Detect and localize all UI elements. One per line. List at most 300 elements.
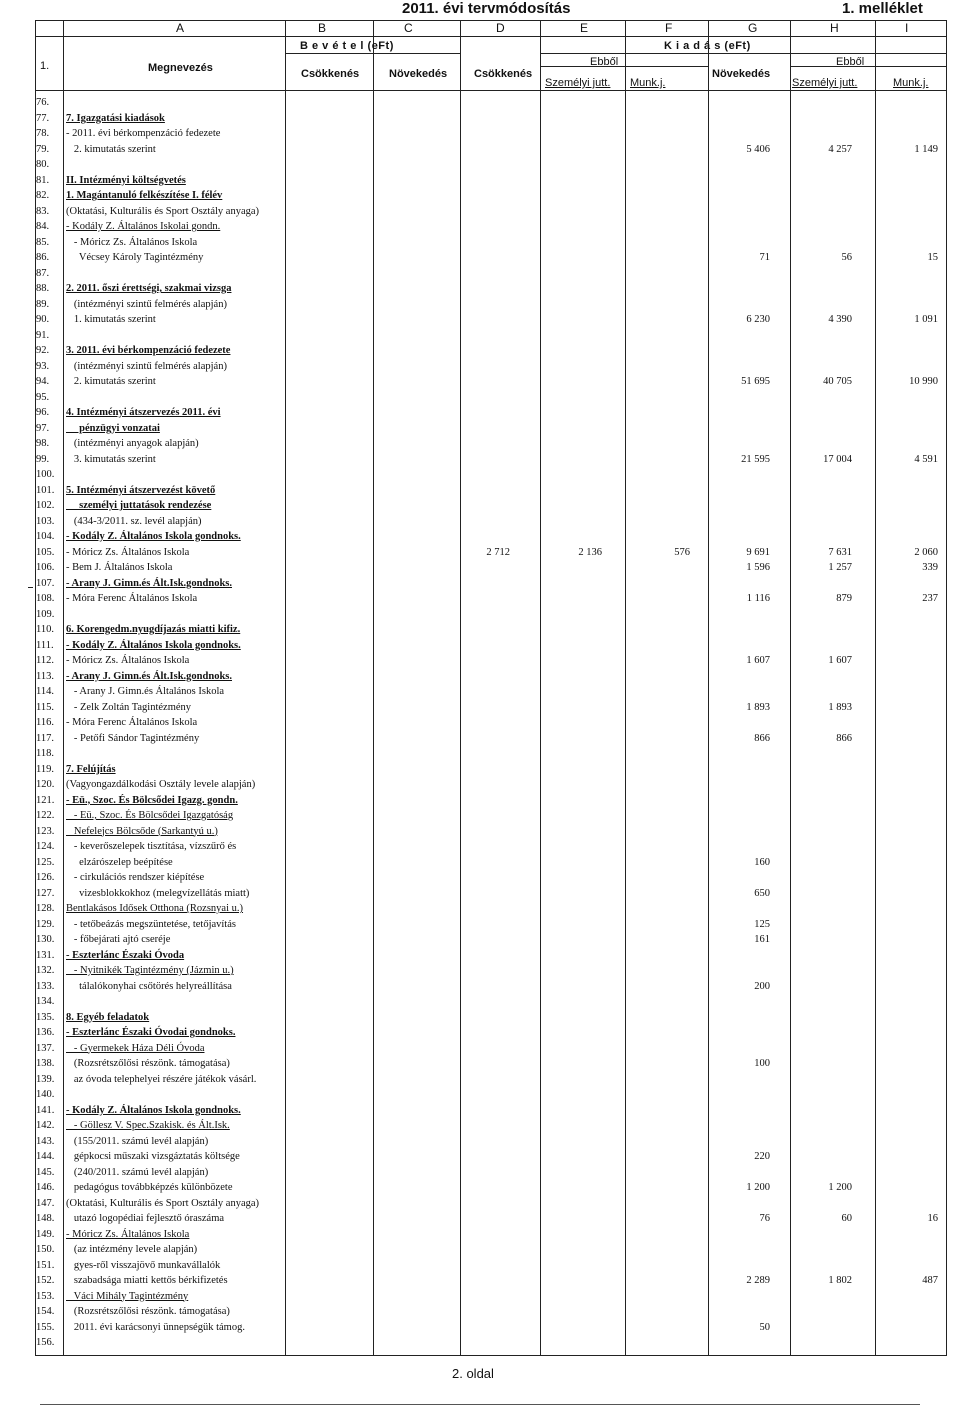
row-number: 91. (36, 329, 50, 341)
cell-g: 21 595 (741, 453, 770, 465)
header-of-which-2: Ebből (836, 56, 865, 68)
row-description: Bentlakásos Idősek Otthona (Rozsnyai u.) (66, 903, 244, 914)
cell-g: 1 893 (746, 701, 770, 713)
row-number: 156. (36, 1337, 55, 1348)
cell-h: 1 802 (828, 1275, 852, 1286)
row-number: 144. (36, 1151, 55, 1162)
row-description: (434-3/2011. sz. levél alapján) (66, 515, 202, 527)
row-number: 107. (36, 577, 55, 589)
row-number: 129. (36, 918, 55, 930)
row-description: Vécsey Károly Tagintézmény (66, 252, 204, 263)
row-number: 117. (36, 732, 54, 744)
row-number: 92. (36, 345, 50, 356)
row-number: 120. (36, 779, 55, 790)
row-number: 94. (36, 376, 50, 387)
row-description: 2. kimutatás szerint (66, 376, 156, 387)
table-row (0, 547, 960, 563)
header-name: Megnevezés (148, 62, 213, 74)
row-number: 154. (36, 1306, 55, 1317)
table-row (0, 965, 960, 981)
table-row (0, 1058, 960, 1074)
row-number: 103. (36, 515, 55, 527)
row-description: - Móricz Zs. Általános Iskola (66, 1228, 190, 1240)
row-number: 81. (36, 174, 50, 186)
row-number: 145. (36, 1166, 55, 1178)
row-number: 100. (36, 469, 55, 480)
cell-h: 1 257 (828, 562, 852, 573)
row-number: 123. (36, 825, 55, 837)
table-row (0, 144, 960, 160)
row-number: 112. (36, 655, 54, 666)
row-description: - tetőbeázás megszüntetése, tetőjavítás (66, 918, 236, 930)
cell-g: 200 (754, 980, 770, 992)
row-number: 143. (36, 1135, 55, 1147)
table-row (0, 1229, 960, 1245)
table-row (0, 1198, 960, 1214)
row-number: 80. (36, 159, 50, 170)
row-number: 136. (36, 1027, 55, 1038)
row-description: - Móra Ferenc Általános Iskola (66, 593, 198, 604)
row-number: 128. (36, 903, 55, 914)
row-number: 139. (36, 1073, 55, 1085)
header-employer-1: Munk.j. (630, 77, 666, 89)
cell-h: 879 (836, 593, 852, 604)
table-row (0, 764, 960, 780)
cell-g: 1 116 (746, 593, 770, 604)
row-description: - Nyitnikék Tagintézmény (Jázmin u.) (66, 965, 234, 976)
table-row (0, 996, 960, 1012)
table-row (0, 748, 960, 764)
grid-line (285, 53, 460, 54)
table-row (0, 1275, 960, 1291)
row-number: 90. (36, 314, 50, 325)
table-row (0, 1213, 960, 1229)
header-employer-2: Munk.j. (893, 77, 929, 89)
row-number: 77. (36, 112, 50, 124)
table-row (0, 175, 960, 191)
row-number: 114. (36, 686, 54, 697)
row-description: gépkocsi műszaki vizsgáztatás költsége (66, 1151, 240, 1162)
cell-g: 1 607 (746, 655, 770, 666)
header-row-no: 1. (40, 60, 50, 72)
table-row (0, 376, 960, 392)
row-description: - Eü., Szoc. És Bölcsődei Igazgatóság (66, 810, 234, 821)
cell-h: 4 257 (828, 143, 852, 155)
col-letter-f: F (665, 21, 673, 35)
header-expense-decrease: Csökkenés (474, 68, 533, 80)
cell-g: 220 (754, 1151, 770, 1162)
row-number: 87. (36, 267, 50, 279)
row-description: személyi juttatások rendezése (66, 500, 212, 511)
cell-h: 17 004 (823, 453, 852, 465)
row-description: (az intézmény levele alapján) (66, 1244, 198, 1255)
table-row (0, 1291, 960, 1307)
cell-g: 650 (754, 887, 770, 899)
table-row (0, 624, 960, 640)
table-row (0, 500, 960, 516)
row-description: vizesblokkokhoz (melegvízellátás miatt) (66, 887, 250, 899)
table-row (0, 113, 960, 129)
row-description: - főbejárati ajtó cseréje (66, 934, 171, 945)
row-number: 99. (36, 453, 50, 465)
row-number: 82. (36, 190, 50, 201)
table-row (0, 206, 960, 222)
row-number: 105. (36, 546, 55, 558)
row-description: - 2011. évi bérkompenzáció fedezete (66, 128, 221, 139)
row-description: - Eszterlánc Északi Óvoda (66, 949, 185, 961)
row-number: 133. (36, 980, 55, 992)
row-description: - Göllesz V. Spec.Szakisk. és Ált.Isk. (66, 1120, 230, 1131)
col-letter-d: D (496, 21, 505, 35)
row-number: 135. (36, 1011, 55, 1023)
row-description: Váci Mihály Tagintézmény (66, 1290, 189, 1302)
table-row (0, 1337, 960, 1353)
table-row (0, 934, 960, 950)
row-number: 116. (36, 717, 54, 728)
grid-line (540, 53, 946, 54)
grid-line (35, 20, 947, 21)
table-row (0, 655, 960, 671)
cell-h: 4 390 (828, 314, 852, 325)
row-number: 76. (36, 97, 50, 108)
cell-i: 237 (922, 593, 938, 604)
col-letter-h: H (830, 21, 839, 35)
cell-d: 2 712 (486, 546, 510, 558)
col-letter-b: B (318, 21, 327, 35)
row-description: - Arany J. Gimn.és Általános Iskola (66, 686, 225, 697)
row-description: - Móricz Zs. Általános Iskola (66, 655, 190, 666)
cell-g: 76 (759, 1213, 770, 1224)
cell-h: 60 (841, 1213, 852, 1224)
row-number: 93. (36, 360, 50, 372)
row-description: tálalókonyhai csőtörés helyreállítása (66, 980, 232, 992)
table-row (0, 872, 960, 888)
table-row (0, 1012, 960, 1028)
table-row (0, 717, 960, 733)
row-number: 126. (36, 872, 55, 883)
table-row (0, 159, 960, 175)
row-description: - Zelk Zoltán Tagintézmény (66, 701, 192, 713)
row-number: 124. (36, 841, 55, 852)
grid-line (540, 66, 708, 67)
row-description: (Vagyongazdálkodási Osztály levele alapján) (66, 779, 256, 790)
table-row (0, 361, 960, 377)
row-description: (Rozsrétszőlősi részönk. támogatása) (66, 1058, 230, 1069)
cell-i: 1 091 (914, 314, 938, 325)
cell-h: 866 (836, 732, 852, 744)
header-expense: K i a d á s (eFt) (664, 40, 751, 52)
table-row (0, 252, 960, 268)
row-number: 149. (36, 1228, 55, 1240)
row-number: 95. (36, 391, 50, 403)
cell-g: 1 596 (746, 562, 770, 573)
row-description: - Bem J. Általános Iskola (66, 562, 173, 573)
table-row (0, 640, 960, 656)
cell-g: 1 200 (746, 1182, 770, 1193)
cell-h: 40 705 (823, 376, 852, 387)
table-row (0, 671, 960, 687)
cell-i: 339 (922, 562, 938, 573)
cell-i: 487 (922, 1275, 938, 1286)
table-row (0, 919, 960, 935)
row-description: 8. Egyéb feladatok (66, 1011, 150, 1023)
table-row (0, 1322, 960, 1338)
row-description: (Rozsrétszőlősi részönk. támogatása) (66, 1306, 230, 1317)
row-number: 115. (36, 701, 54, 713)
table-row (0, 407, 960, 423)
table-row (0, 826, 960, 842)
row-description: 2. 2011. őszi érettségi, szakmai vizsga (66, 283, 232, 294)
row-description: 1. kimutatás szerint (66, 314, 156, 325)
row-description: 1. Magántanuló felkészítése I. félév (66, 190, 223, 201)
cell-g: 71 (759, 252, 770, 263)
row-description: 7. Felújítás (66, 763, 116, 775)
row-description: (155/2011. számú levél alapján) (66, 1135, 209, 1147)
table-row (0, 314, 960, 330)
grid-line (35, 90, 947, 91)
row-description: II. Intézményi költségvetés (66, 174, 186, 186)
cell-g: 5 406 (746, 143, 770, 155)
table-row (0, 593, 960, 609)
table-row (0, 1136, 960, 1152)
col-letter-e: E (580, 21, 589, 35)
table-row (0, 283, 960, 299)
table-row (0, 1244, 960, 1260)
row-description: - Arany J. Gimn.és Ált.Isk.gondnoks. (66, 670, 232, 682)
table-row (0, 857, 960, 873)
cell-i: 16 (927, 1213, 938, 1224)
table-row (0, 1120, 960, 1136)
grid-line (35, 1355, 947, 1356)
cell-h: 7 631 (828, 546, 852, 558)
header-income-decrease: Csökkenés (301, 68, 360, 80)
row-description: pedagógus továbbképzés különbözete (66, 1182, 233, 1193)
row-number: 104. (36, 531, 55, 542)
row-description: elzárószelep beépítése (66, 856, 173, 868)
row-number: 78. (36, 128, 50, 139)
row-number: 130. (36, 934, 55, 945)
row-number: 102. (36, 500, 55, 511)
cell-h: 1 607 (828, 655, 852, 666)
cell-g: 100 (754, 1058, 770, 1069)
row-number: 108. (36, 593, 55, 604)
row-description: utazó logopédiai fejlesztő óraszáma (66, 1213, 225, 1224)
row-number: 153. (36, 1290, 55, 1302)
table-row (0, 516, 960, 532)
table-row (0, 888, 960, 904)
row-number: 131. (36, 949, 55, 961)
row-description: - Arany J. Gimn.és Ált.Isk.gondnoks. (66, 577, 232, 589)
row-description: - Kodály Z. Általános Iskola gondnoks. (66, 531, 241, 542)
row-number: 148. (36, 1213, 55, 1224)
row-description: - Móricz Zs. Általános Iskola (66, 236, 198, 248)
row-description: (intézményi szintű felmérés alapján) (66, 360, 227, 372)
row-number: 89. (36, 298, 50, 310)
row-number: 98. (36, 438, 50, 449)
cell-e: 2 136 (578, 546, 602, 558)
row-number: 146. (36, 1182, 55, 1193)
cell-g: 51 695 (741, 376, 770, 387)
row-number: 113. (36, 670, 54, 682)
table-row (0, 345, 960, 361)
row-number: 122. (36, 810, 55, 821)
table-row (0, 841, 960, 857)
row-description: az óvoda telephelyei részére játékok vásárl. (66, 1073, 257, 1085)
table-row (0, 1074, 960, 1090)
table-row (0, 392, 960, 408)
cell-i: 2 060 (914, 546, 938, 558)
row-number: 79. (36, 143, 50, 155)
row-number: 110. (36, 624, 54, 635)
row-number: 155. (36, 1321, 55, 1333)
cell-h: 1 893 (828, 701, 852, 713)
row-description: - keverőszelepek tisztítása, vízszűrő és (66, 841, 237, 852)
row-number: 141. (36, 1104, 55, 1116)
table-row (0, 423, 960, 439)
row-description: 6. Korengedm.nyugdíjazás miatti kifiz. (66, 624, 241, 635)
col-letter-i: I (905, 21, 909, 35)
row-number: 119. (36, 763, 54, 775)
header-income-increase: Növekedés (389, 68, 448, 80)
table-row (0, 299, 960, 315)
row-number: 83. (36, 205, 50, 217)
cell-g: 866 (754, 732, 770, 744)
table-row (0, 531, 960, 547)
row-description: (intézményi anyagok alapján) (66, 438, 199, 449)
table-row (0, 469, 960, 485)
annex-label: 1. melléklet (842, 0, 923, 17)
row-number: 85. (36, 236, 50, 248)
table-row (0, 795, 960, 811)
cell-i: 15 (927, 252, 938, 263)
col-letter-c: C (404, 21, 413, 35)
row-number: 142. (36, 1120, 55, 1131)
row-description: - Móricz Zs. Általános Iskola (66, 546, 190, 558)
row-description: (Oktatási, Kulturális és Sport Osztály anyaga) (66, 205, 260, 217)
row-description: (Oktatási, Kulturális és Sport Osztály anyaga) (66, 1197, 260, 1209)
row-number: 140. (36, 1089, 55, 1100)
row-number: 121. (36, 794, 55, 806)
row-number: 125. (36, 856, 55, 868)
col-letter-a: A (176, 21, 185, 35)
table-row (0, 1027, 960, 1043)
table-row (0, 578, 960, 594)
cell-g: 160 (754, 856, 770, 868)
row-number: 127. (36, 887, 55, 899)
table-row (0, 609, 960, 625)
row-description: - Kodály Z. Általános Iskola gondnoks. (66, 1104, 241, 1116)
row-number: 132. (36, 965, 55, 976)
row-description: - Móra Ferenc Általános Iskola (66, 717, 198, 728)
row-description: 2011. évi karácsonyi ünnepségük támog. (66, 1321, 245, 1333)
cell-g: 50 (759, 1321, 770, 1333)
table-row (0, 1043, 960, 1059)
table-row (0, 1260, 960, 1276)
row-number: 86. (36, 252, 50, 263)
row-description: - Kodály Z. Általános Iskolai gondn. (66, 221, 221, 232)
row-description: szabadsága miatti kettős bérkifizetés (66, 1275, 228, 1286)
row-description: 3. 2011. évi bérkompenzáció fedezete (66, 345, 231, 356)
table-row (0, 1182, 960, 1198)
row-number: 134. (36, 996, 55, 1007)
row-description: (intézményi szintű felmérés alapján) (66, 298, 227, 310)
row-number: 118. (36, 748, 54, 759)
table-row (0, 950, 960, 966)
header-personal-1: Személyi jutt. (545, 77, 611, 89)
grid-line (35, 36, 947, 37)
cell-f: 576 (674, 546, 690, 558)
cell-i: 10 990 (909, 376, 938, 387)
table-row (0, 485, 960, 501)
table-row (0, 237, 960, 253)
cell-g: 125 (754, 918, 770, 930)
header-income: B e v é t e l (eFt) (300, 40, 394, 52)
cell-g: 9 691 (746, 546, 770, 558)
table-row (0, 1306, 960, 1322)
footer-rule (40, 1404, 920, 1405)
table-row (0, 128, 960, 144)
page-number: 2. oldal (452, 1366, 494, 1381)
row-description: pénzügyi vonzatai (66, 422, 160, 434)
table-row (0, 190, 960, 206)
table-row (0, 981, 960, 997)
row-description: - Petőfi Sándor Tagintézmény (66, 732, 200, 744)
table-row (0, 1151, 960, 1167)
table-row (0, 779, 960, 795)
row-number: 97. (36, 422, 50, 434)
row-description: 2. kimutatás szerint (66, 143, 156, 155)
row-number: 101. (36, 484, 55, 496)
cell-h: 56 (841, 252, 852, 263)
row-description: (240/2011. számú levél alapján) (66, 1166, 209, 1178)
row-number: 96. (36, 407, 50, 418)
row-description: 5. Intézményi átszervezést követő (66, 484, 216, 496)
row-number: 88. (36, 283, 50, 294)
cell-h: 1 200 (828, 1182, 852, 1193)
table-row (0, 810, 960, 826)
header-personal-2: Személyi jutt. (792, 77, 858, 89)
page-title: 2011. évi tervmódosítás (402, 0, 571, 17)
col-letter-g: G (748, 21, 758, 35)
table-row (0, 1105, 960, 1121)
table-row (0, 702, 960, 718)
table-row (0, 438, 960, 454)
row-number: 147. (36, 1197, 55, 1209)
grid-line (790, 66, 946, 67)
row-description: - cirkulációs rendszer kiépítése (66, 872, 205, 883)
row-number: 152. (36, 1275, 55, 1286)
table-row (0, 97, 960, 113)
header-expense-increase: Növekedés (712, 68, 771, 80)
row-number: 138. (36, 1058, 55, 1069)
table-row (0, 562, 960, 578)
row-description: 3. kimutatás szerint (66, 453, 156, 465)
cell-i: 4 591 (914, 453, 938, 465)
table-row (0, 1167, 960, 1183)
table-row (0, 330, 960, 346)
cell-g: 2 289 (746, 1275, 770, 1286)
row-description: - Kodály Z. Általános Iskola gondnoks. (66, 639, 241, 651)
row-description: - Eü., Szoc. És Bölcsődei Igazg. gondn. (66, 794, 238, 806)
row-description: - Gyermekek Háza Déli Óvoda (66, 1042, 205, 1054)
row-description: gyes-ről visszajövő munkavállalók (66, 1259, 221, 1271)
row-number: 106. (36, 562, 55, 573)
header-of-which-1: Ebből (590, 56, 619, 68)
row-number: 84. (36, 221, 50, 232)
cell-g: 161 (754, 934, 770, 945)
table-row (0, 903, 960, 919)
table-row (0, 221, 960, 237)
